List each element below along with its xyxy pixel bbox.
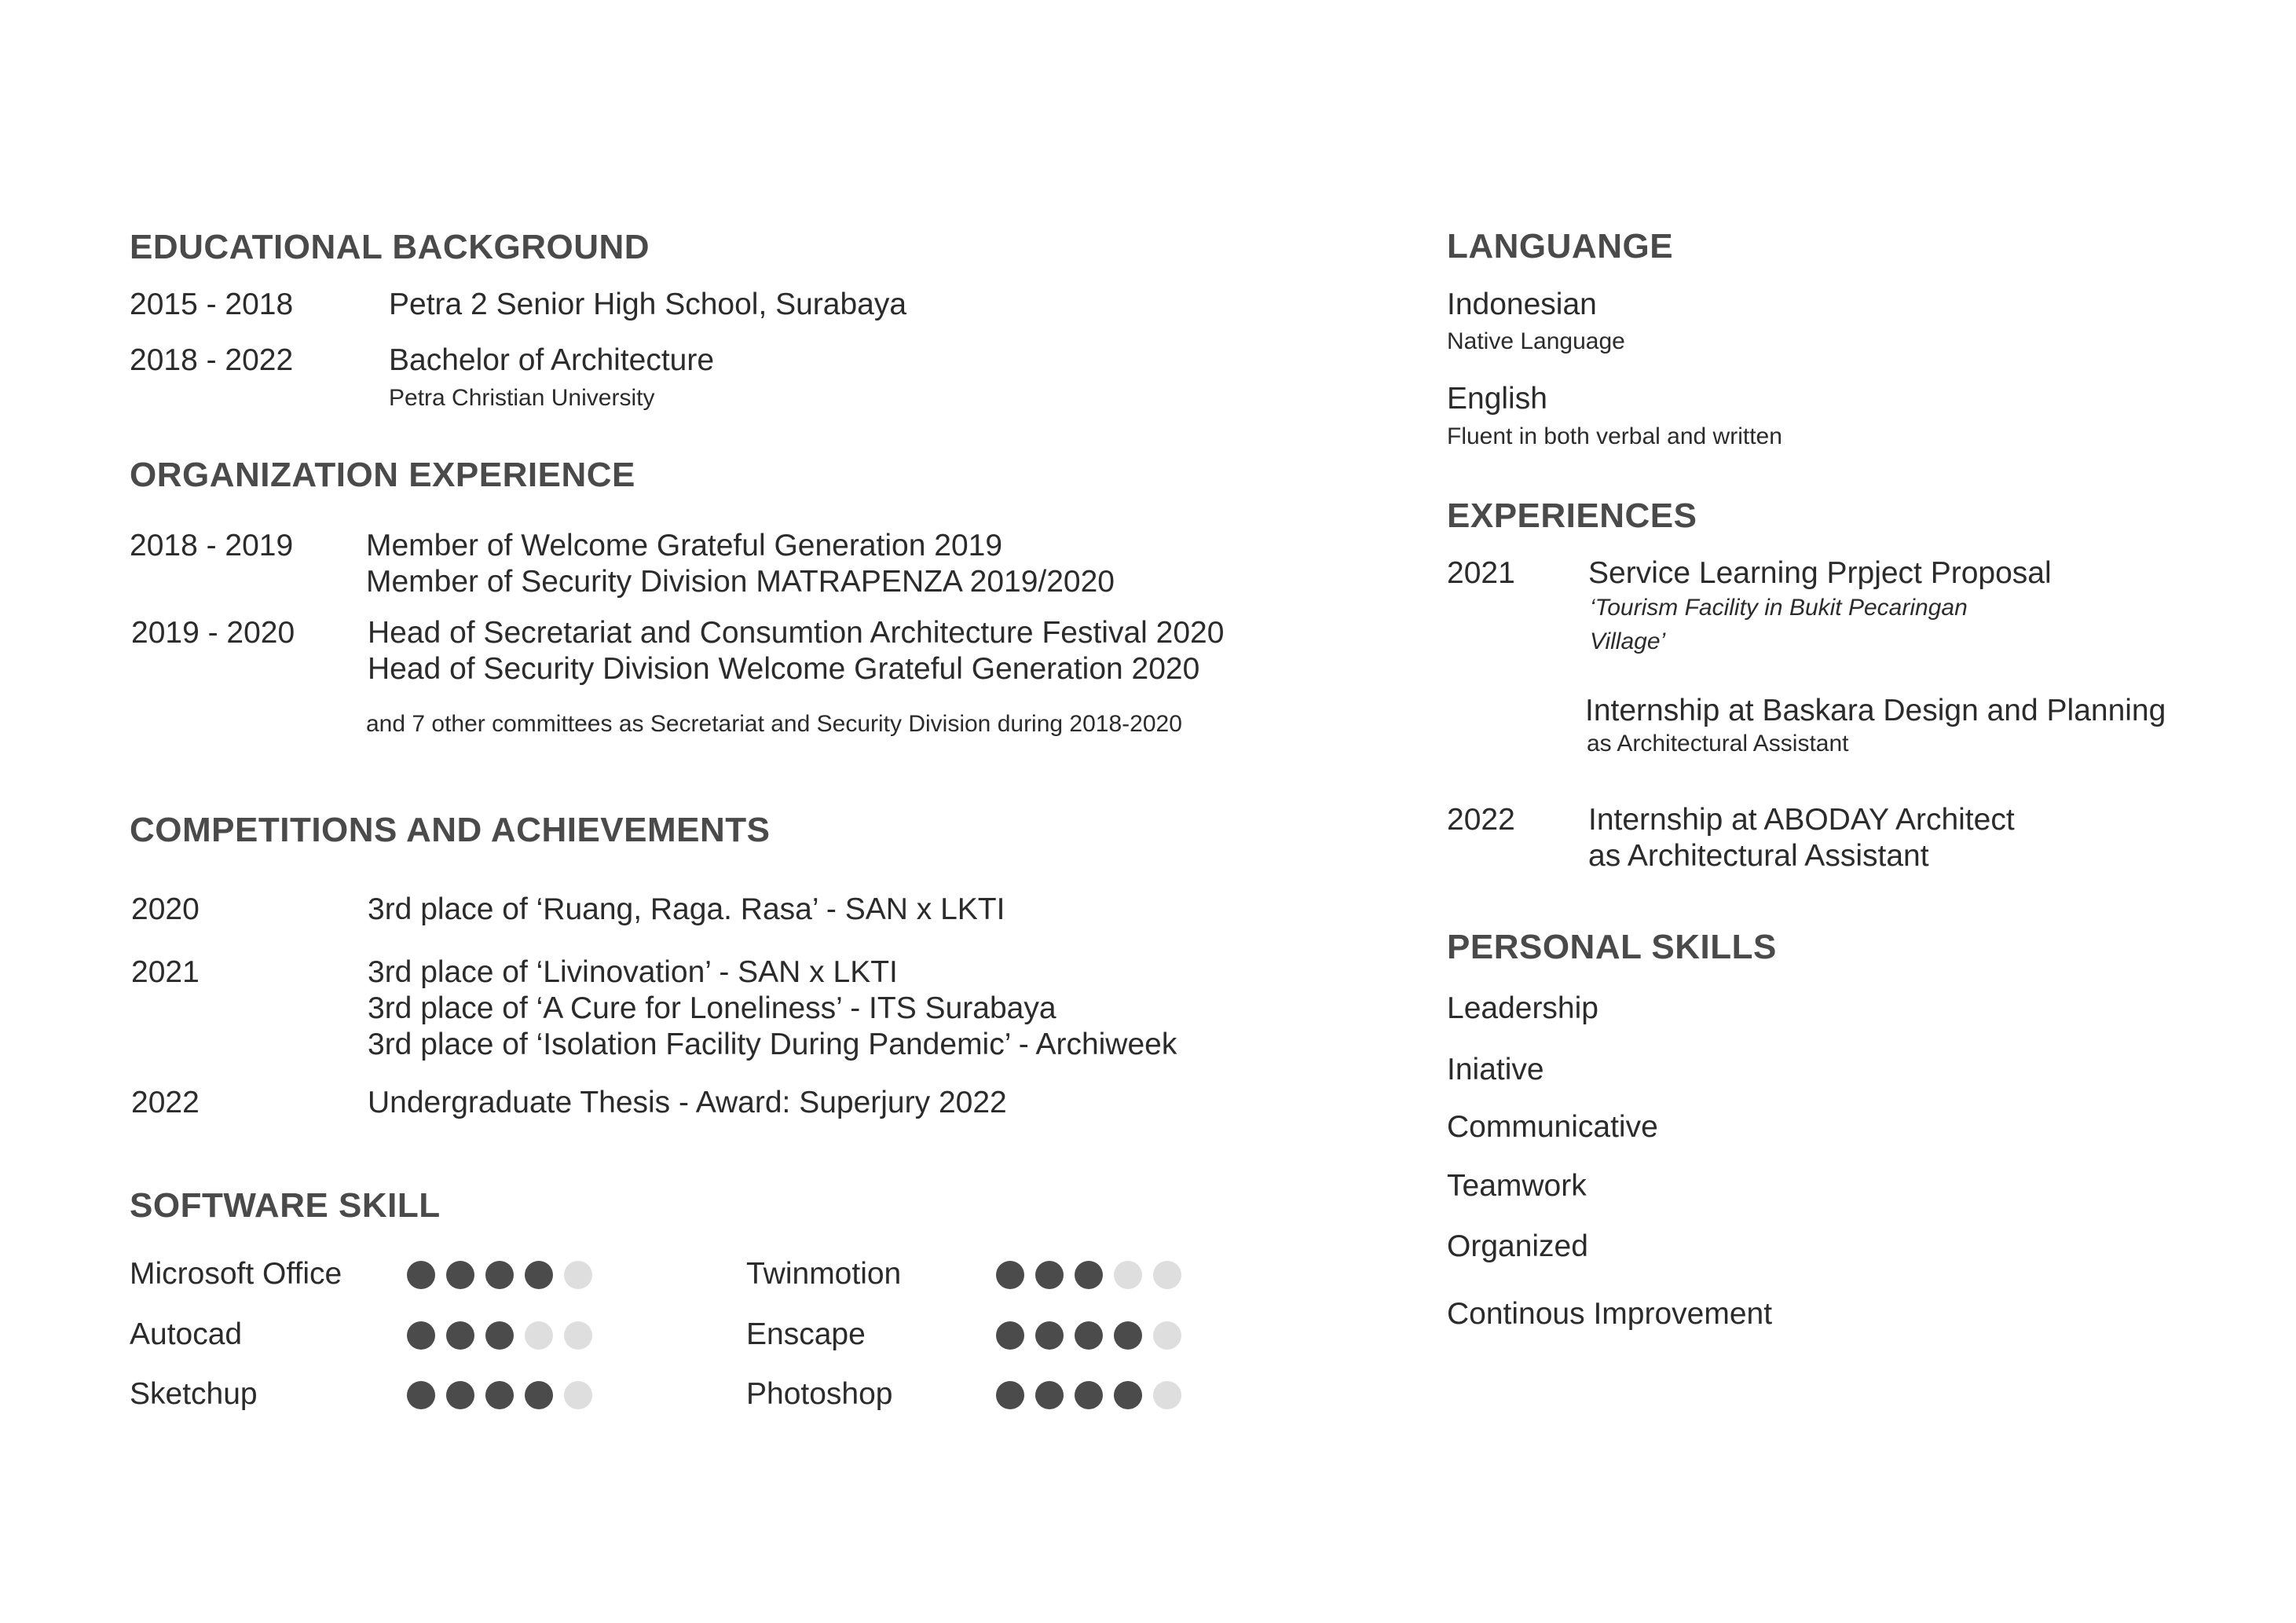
language-level: Fluent in both verbal and written <box>1447 423 1782 449</box>
rating-dot-empty <box>1153 1381 1181 1409</box>
rating-dot-filled <box>1035 1381 1064 1409</box>
software-name: Microsoft Office <box>130 1257 342 1291</box>
rating-dot-filled <box>1035 1321 1064 1350</box>
rating-dot-empty <box>525 1321 553 1350</box>
language-name: English <box>1447 382 1547 416</box>
competition-entry: 3rd place of ‘Livinovation’ - SAN x LKTI <box>368 955 898 989</box>
organization-role: Head of Secretariat and Consumtion Architecture Festival 2020 <box>368 616 1225 650</box>
software-name: Autocad <box>130 1317 243 1351</box>
rating-dot-filled <box>407 1381 435 1409</box>
competition-entry: 3rd place of ‘Ruang, Raga. Rasa’ - SAN x LKTI <box>368 892 1005 926</box>
rating-dot-filled <box>996 1261 1024 1289</box>
education-title: Petra 2 Senior High School, Surabaya <box>389 288 907 321</box>
rating-dot-filled <box>1114 1381 1142 1409</box>
rating-dot-filled <box>996 1321 1024 1350</box>
software-rating <box>407 1381 592 1409</box>
rating-dot-filled <box>446 1261 474 1289</box>
language-name: Indonesian <box>1447 288 1597 321</box>
personal-skill: Communicative <box>1447 1110 1658 1144</box>
rating-dot-filled <box>485 1261 514 1289</box>
rating-dot-filled <box>525 1261 553 1289</box>
experience-detail: Village’ <box>1590 628 1666 654</box>
experience-title: Internship at ABODAY Architect <box>1588 803 2015 837</box>
personal-skill: Continous Improvement <box>1447 1297 1773 1331</box>
competition-year: 2021 <box>131 955 200 989</box>
competitions-heading: COMPETITIONS AND ACHIEVEMENTS <box>130 811 771 849</box>
experience-detail: as Architectural Assistant <box>1587 731 1849 757</box>
organization-role: Member of Welcome Grateful Generation 2019 <box>366 529 1003 562</box>
competition-year: 2020 <box>131 892 200 926</box>
rating-dot-empty <box>564 1381 592 1409</box>
rating-dot-filled <box>446 1381 474 1409</box>
software-rating <box>996 1381 1181 1409</box>
software-rating <box>996 1261 1181 1289</box>
rating-dot-empty <box>564 1321 592 1350</box>
organization-note: and 7 other committees as Secretariat and Security Division during 2018-2020 <box>366 711 1182 737</box>
rating-dot-filled <box>996 1381 1024 1409</box>
experience-year: 2021 <box>1447 556 1515 590</box>
education-heading: EDUCATIONAL BACKGROUND <box>130 228 650 266</box>
language-heading: LANGUANGE <box>1447 227 1674 266</box>
rating-dot-filled <box>1075 1321 1103 1350</box>
personal-skill: Organized <box>1447 1229 1588 1263</box>
education-institution: Petra Christian University <box>389 385 655 411</box>
rating-dot-empty <box>1114 1261 1142 1289</box>
education-title: Bachelor of Architecture <box>389 343 715 377</box>
personal-skill: Teamwork <box>1447 1169 1587 1203</box>
software-name: Twinmotion <box>746 1257 902 1291</box>
rating-dot-empty <box>1153 1321 1181 1350</box>
organization-years: 2018 - 2019 <box>130 529 294 562</box>
rating-dot-filled <box>485 1381 514 1409</box>
organization-role: Member of Security Division MATRAPENZA 2019/2020 <box>366 565 1115 599</box>
rating-dot-filled <box>1075 1261 1103 1289</box>
software-name: Photoshop <box>746 1377 893 1411</box>
competition-year: 2022 <box>131 1086 200 1119</box>
rating-dot-filled <box>1075 1381 1103 1409</box>
rating-dot-filled <box>446 1321 474 1350</box>
rating-dot-filled <box>407 1261 435 1289</box>
organization-years: 2019 - 2020 <box>131 616 295 650</box>
experience-detail: ‘Tourism Facility in Bukit Pecaringan <box>1590 595 1968 621</box>
competition-entry: Undergraduate Thesis - Award: Superjury 2022 <box>368 1086 1007 1119</box>
education-years: 2018 - 2022 <box>130 343 294 377</box>
rating-dot-filled <box>1035 1261 1064 1289</box>
software-name: Sketchup <box>130 1377 258 1411</box>
experience-title: Internship at Baskara Design and Planning <box>1585 694 2166 727</box>
rating-dot-filled <box>407 1321 435 1350</box>
competition-entry: 3rd place of ‘Isolation Facility During Pandemic’ - Archiweek <box>368 1028 1177 1061</box>
competition-entry: 3rd place of ‘A Cure for Loneliness’ - ITS Surabaya <box>368 991 1056 1025</box>
rating-dot-empty <box>1153 1261 1181 1289</box>
experience-year: 2022 <box>1447 803 1515 837</box>
language-level: Native Language <box>1447 328 1625 354</box>
experience-detail: as Architectural Assistant <box>1588 839 1929 873</box>
rating-dot-filled <box>1114 1321 1142 1350</box>
software-name: Enscape <box>746 1317 866 1351</box>
organization-role: Head of Security Division Welcome Grateful Generation 2020 <box>368 652 1200 686</box>
experience-title: Service Learning Prpject Proposal <box>1588 556 2052 590</box>
organization-heading: ORGANIZATION EXPERIENCE <box>130 456 635 494</box>
rating-dot-filled <box>485 1321 514 1350</box>
education-years: 2015 - 2018 <box>130 288 294 321</box>
rating-dot-empty <box>564 1261 592 1289</box>
personal-skills-heading: PERSONAL SKILLS <box>1447 928 1777 966</box>
software-rating <box>407 1321 592 1350</box>
software-heading: SOFTWARE SKILL <box>130 1186 441 1225</box>
rating-dot-filled <box>525 1381 553 1409</box>
experiences-heading: EXPERIENCES <box>1447 496 1697 535</box>
personal-skill: Leadership <box>1447 991 1598 1025</box>
software-rating <box>407 1261 592 1289</box>
software-rating <box>996 1321 1181 1350</box>
personal-skill: Iniative <box>1447 1053 1544 1086</box>
